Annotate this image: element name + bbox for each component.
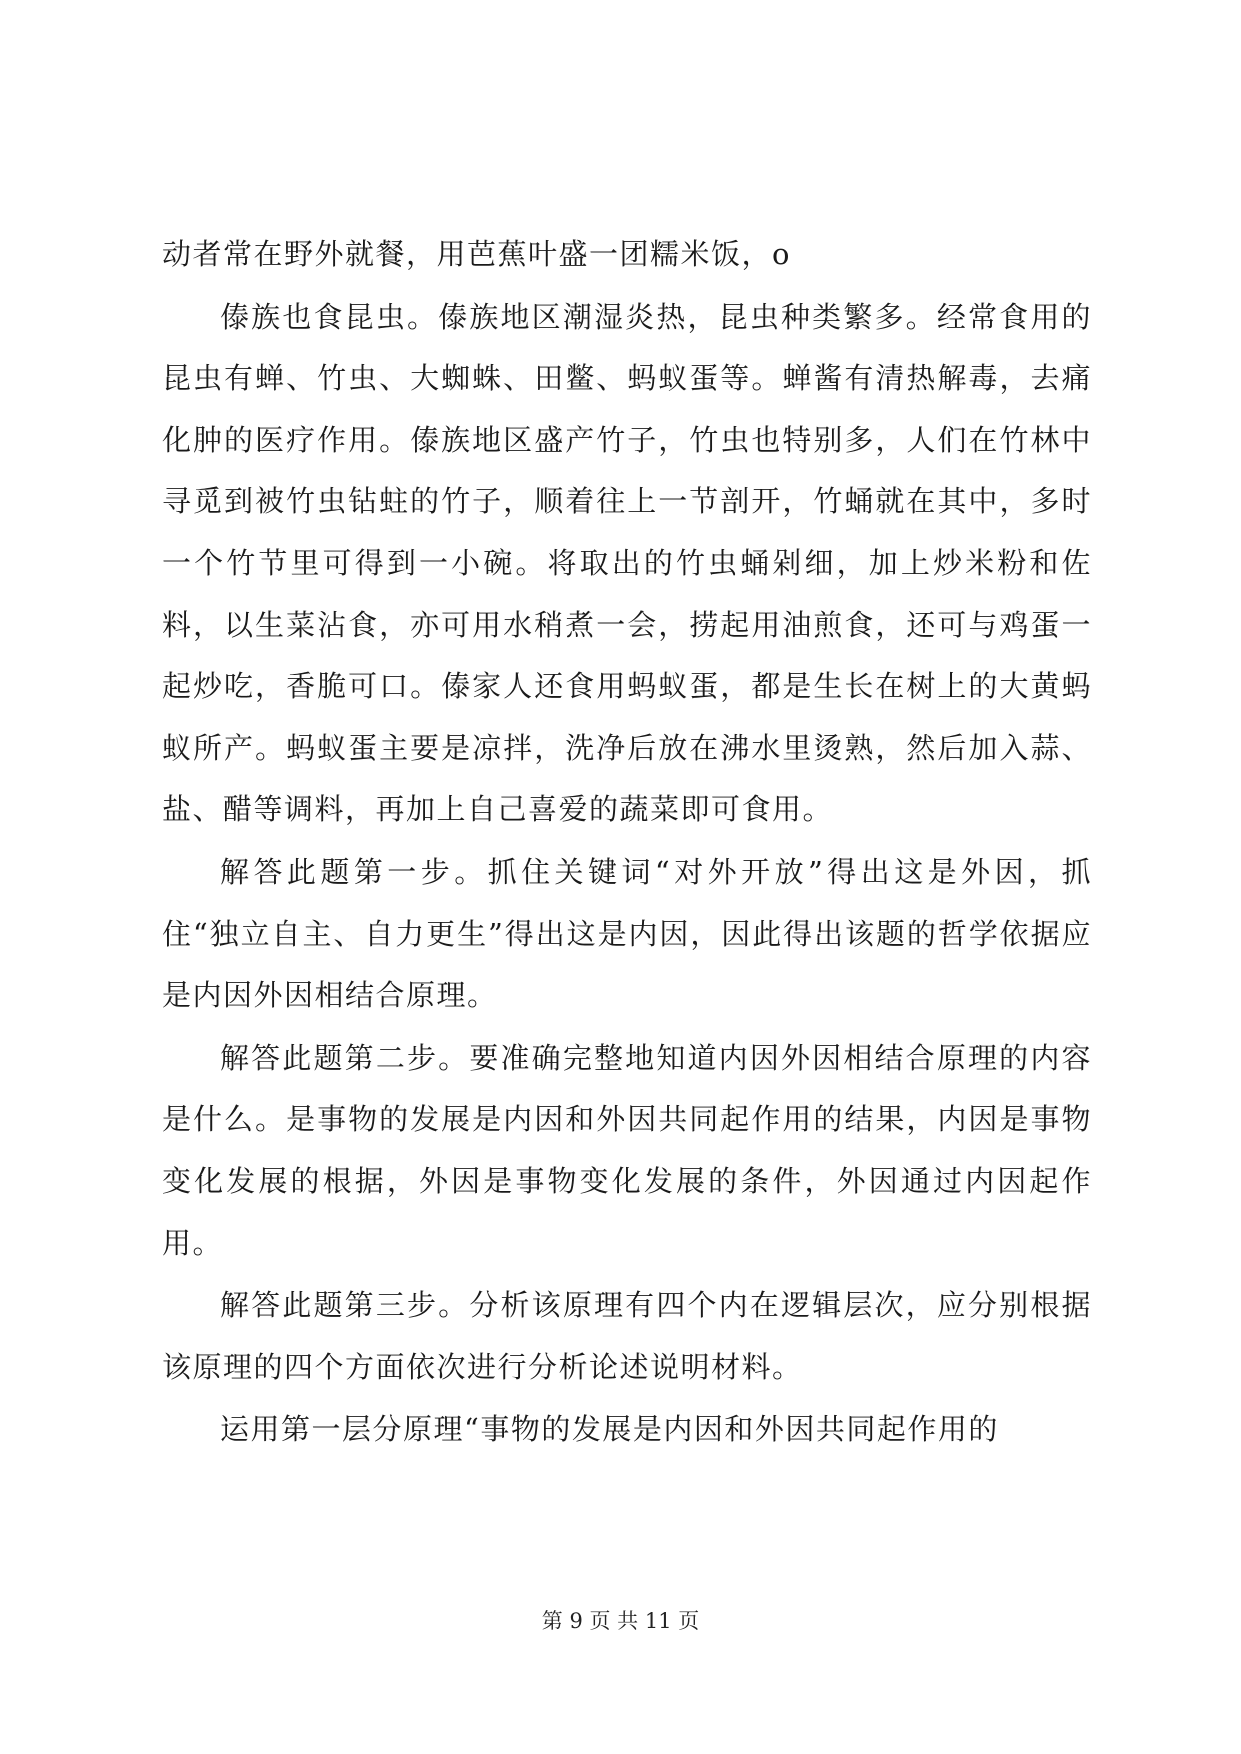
paragraph-step-one: 解答此题第一步。抓住关键词“对外开放”得出这是外因，抓住“独立自主、自力更生”得出这是内因，因此得出该题的哲学依据应是内因外因相结合原理。 (162, 854, 1092, 1013)
paragraph-first-layer: 运用第一层分原理“事物的发展是内因和外因共同起作用的 (220, 1412, 999, 1447)
page-number-footer: 第 9 页 共 11 页 (541, 1609, 700, 1633)
paragraph-step-three: 解答此题第三步。分析该原理有四个内在逻辑层次，应分别根据该原理的四个方面依次进行分析论述说明材料。 (162, 1288, 1092, 1384)
paragraph-continuation: 动者常在野外就餐，用芭蕉叶盛一团糯米饭，o (162, 237, 791, 271)
paragraph-dai-insects: 傣族也食昆虫。傣族地区潮湿炎热，昆虫种类繁多。经常食用的昆虫有蝉、竹虫、大蜘蛛、田鳖、蚂蚁蛋等。蝉酱有清热解毒，去痛化肿的医疗作用。傣族地区盛产竹子，竹虫也特别多，人们在竹林中寻觅到被竹虫钻蛀的竹子，顺着往上一节剖开，竹蛹就在其中，多时一个竹节里可得到一小碗。将取出的竹虫蛹剁细，加上炒米粉和佐料，以生菜沾食，亦可用水稍煮一会，捞起用油煎食，还可与鸡蛋一起炒吃，香脆可口。傣家人还食用蚂蚁蛋，都是生长在树上的大黄蚂蚁所产。蚂蚁蛋主要是凉拌，洗净后放在沸水里烫熟，然后加入蒜、盐、醋等调料，再加上自己喜爱的蔬菜即可食用。 (162, 299, 1092, 827)
paragraph-step-two: 解答此题第二步。要准确完整地知道内因外因相结合原理的内容是什么。是事物的发展是内因和外因共同起作用的结果，内因是事物变化发展的根据，外因是事物变化发展的条件，外因通过内因起作用。 (162, 1040, 1092, 1260)
document-body (162, 224, 1092, 1461)
